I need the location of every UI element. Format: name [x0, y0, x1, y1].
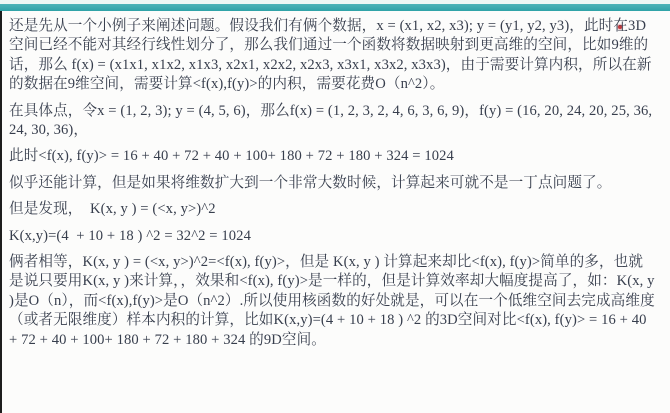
document-body	[2, 11, 668, 413]
paragraph-kernel-benefit: 俩者相等，K(x, y ) = (<x, y>)^2=<f(x), f(y)>，但是 K(x, y ) 计算起来却比<f(x), f(y)>简单的多，也就是说只要用K(x, y )来计算，，效果和<f(x), f(y)>是一样的，但是计算效率却大幅度提高了，如：K(x, y )是O（n），而<f(x),f(y)>是O（n^2）.所以使用核函数的好处就是，可以在一个低维空间去完成高维度（或者无限维度）样本内积的计算，比如K(x,y)=(4 + 10 + 18 ) ^2 的3D空间对比<f(x), f(y)> = 16 + 40 + 72 + 40 + 100+ 180 + 72 + 180 + 324 的9D空间。	[9, 254, 659, 348]
paragraph-kernel-calculation: K(x,y)=(4 + 10 + 18 ) ^2 = 32^2 = 1024	[9, 227, 251, 244]
paragraph-dimension-problem: 似乎还能计算，但是如果将维数扩大到一个非常大数时候，计算起来可就不是一丁点问题了。	[9, 174, 612, 191]
teal-accent-bar	[0, 4, 670, 11]
paragraph-concrete-values: 在具体点，令x = (1, 2, 3); y = (4, 5, 6)，那么f(x) = (1, 2, 3, 2, 4, 6, 3, 6, 9)，f(y) = (16, 20, 24, 20, 25, 36, 24, 30, 36)，	[9, 102, 656, 139]
paragraph-kernel-definition: 但是发现， K(x, y ) = (<x, y>)^2	[9, 201, 216, 218]
paragraph-example-intro: 还是先从一个小例子来阐述问题。假设我们有俩个数据，x = (x1, x2, x3); y = (y1, y2, y3)，此时在3D空间已经不能对其经行线性划分了，那么我们通过一个函数将数据映射到更高维的空间，比如9维的话，那么 f(x) = (x1x1, x1x2, x1x3, x2x1, x2x2, x2x3, x3x1, x3x2, x3x3)，由于需要计算内积，所以在新的数据在9维空间，需要计算<f(x),f(y)>的内积，需要花费O（n^2）。	[9, 18, 652, 93]
paragraph-inner-product-sum: 此时<f(x), f(y)> = 16 + 40 + 72 + 40 + 100+ 180 + 72 + 180 + 324 = 1024	[9, 148, 454, 165]
